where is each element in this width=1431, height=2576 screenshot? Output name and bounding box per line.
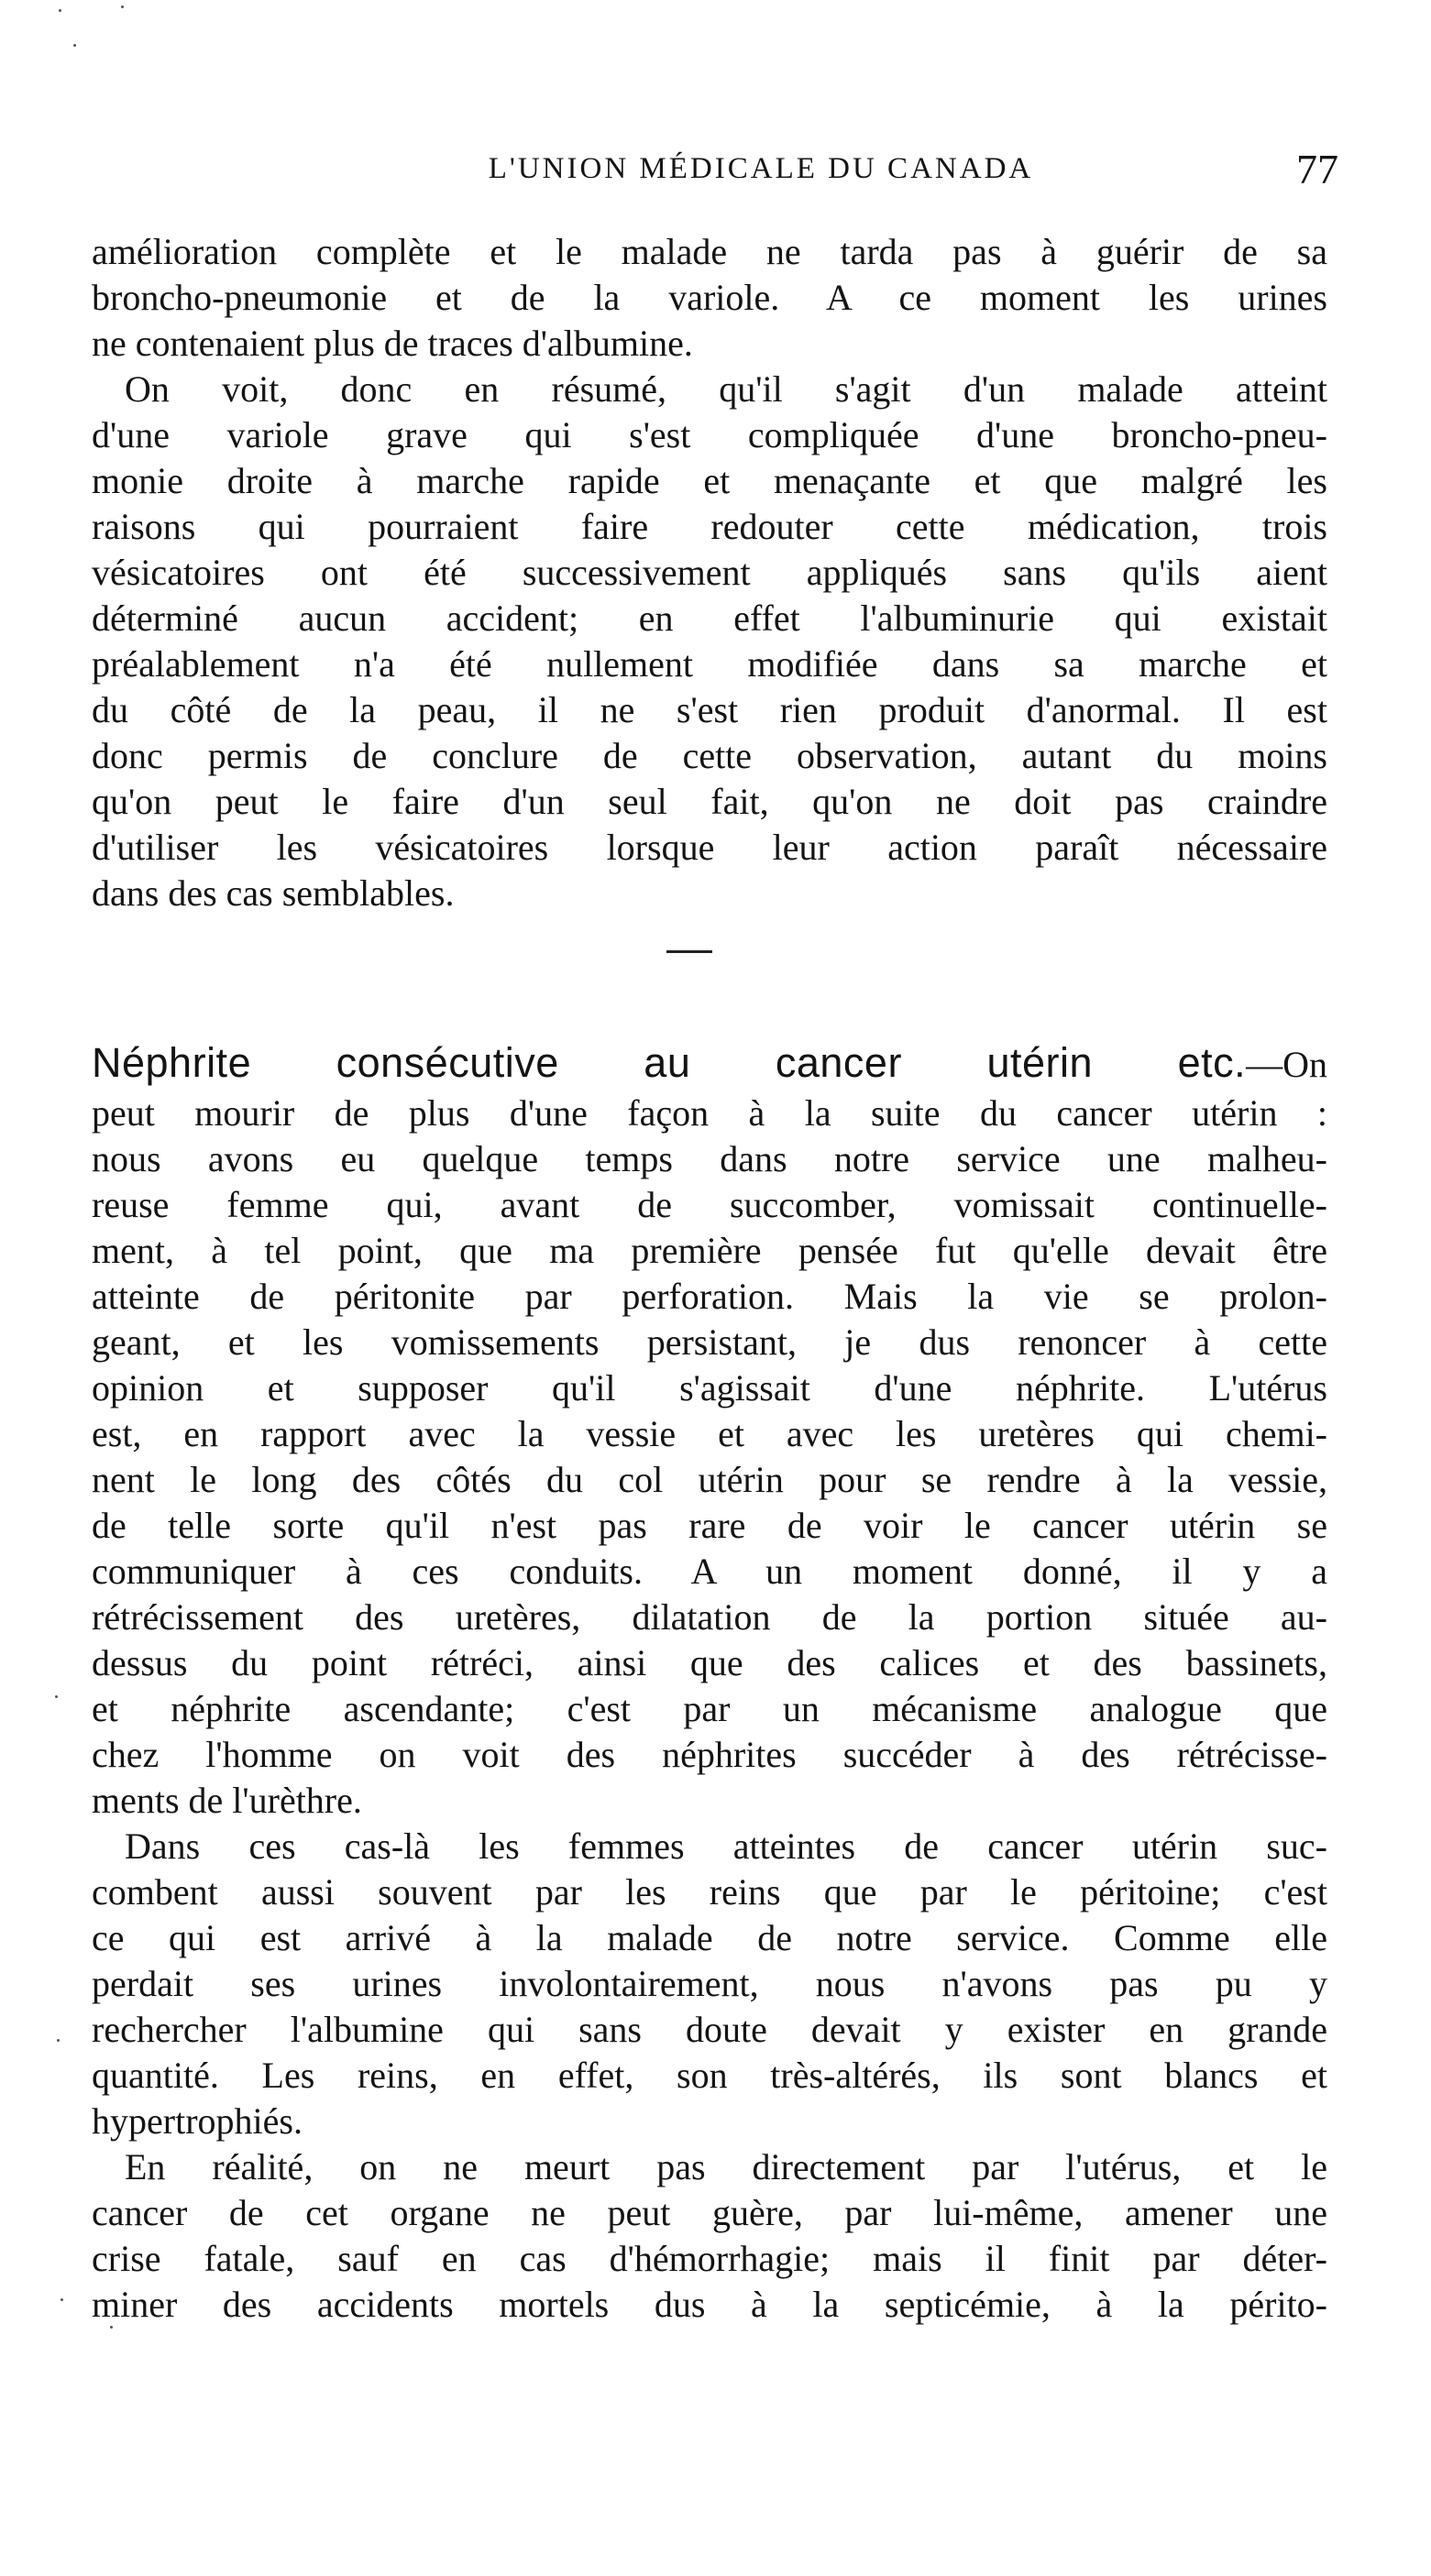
text-line: En réalité, on ne meurt pas directement par l'utérus, et le (125, 2146, 1327, 2187)
scan-speck (59, 9, 61, 12)
page-number: 77 (1296, 146, 1338, 192)
running-head (92, 145, 1338, 200)
scan-speck (57, 2039, 60, 2042)
text-line: broncho-pneumonie et de la variole. A ce moment les urines (92, 277, 1327, 318)
text-line: rétrécissement des uretères, dilatation de la portion située au- (92, 1596, 1327, 1638)
text-line: geant, et les vomissements persistant, je dus renoncer à cette (92, 1321, 1327, 1363)
text-line: cancer de cet organe ne peut guère, par lui-même, amener une (92, 2192, 1327, 2233)
running-title: L'UNION MÉDICALE DU CANADA (488, 152, 1034, 185)
text-line: donc permis de conclure de cette observation, autant du moins (92, 735, 1327, 776)
text-line: et néphrite ascendante; c'est par un mécanisme analogue que (92, 1688, 1327, 1729)
text-line: combent aussi souvent par les reins que par le péritoine; c'est (92, 1871, 1327, 1913)
text-line: dans des cas semblables. (92, 872, 455, 914)
text-line: préalablement n'a été nullement modifiée dans sa marche et (92, 643, 1327, 685)
text-line: de telle sorte qu'il n'est pas rare de voir le cancer utérin se (92, 1505, 1327, 1546)
text-line: déterminé aucun accident; en effet l'albuminurie qui existait (92, 597, 1327, 639)
text-line: communiquer à ces conduits. A un moment donné, il y a (92, 1551, 1327, 1592)
text-line: monie droite à marche rapide et menaçante et que malgré les (92, 460, 1327, 501)
scan-speck (55, 1695, 58, 1698)
section-heading-line (92, 1036, 1327, 1091)
text-line: vésicatoires ont été successivement appliqués sans qu'ils aient (92, 552, 1327, 593)
text-line: du côté de la peau, il ne s'est rien produit d'anormal. Il est (92, 689, 1327, 730)
text-line: atteinte de péritonite par perforation. Mais la vie se prolon- (92, 1276, 1327, 1317)
paragraph-block-vesicatoires (92, 229, 1327, 916)
text-line: perdait ses urines involontairement, nous n'avons pas pu y (92, 1963, 1327, 2004)
scan-speck (73, 44, 76, 47)
scan-speck (110, 2326, 113, 2329)
text-line: crise fatale, sauf en cas d'hémorrhagie; mais il finit par déter- (92, 2238, 1327, 2279)
text-line: nous avons eu quelque temps dans notre service une malheu- (92, 1138, 1327, 1179)
text-line: dessus du point rétréci, ainsi que des calices et des bassinets, (92, 1642, 1327, 1683)
text-line: ment, à tel point, que ma première pensée fut qu'elle devait être (92, 1230, 1327, 1271)
text-line: peut mourir de plus d'une façon à la suite du cancer utérin : (92, 1092, 1327, 1134)
text-line: est, en rapport avec la vessie et avec les uretères qui chemi- (92, 1413, 1327, 1454)
text-line: reuse femme qui, avant de succomber, vomissait continuelle- (92, 1184, 1327, 1225)
text-line: Dans ces cas-là les femmes atteintes de cancer utérin suc- (125, 1825, 1327, 1867)
text-line: nent le long des côtés du col utérin pour se rendre à la vessie, (92, 1459, 1327, 1500)
text-line: On voit, donc en résumé, qu'il s'agit d'un malade atteint (125, 368, 1327, 410)
text-line: ne contenaient plus de traces d'albumine. (92, 323, 693, 364)
text-line: miner des accidents mortels dus à la septicémie, à la périto- (92, 2284, 1327, 2325)
heading-tail: —On (1246, 1044, 1327, 1085)
section-nephrite (92, 1036, 1327, 2328)
text-line: ce qui est arrivé à la malade de notre service. Comme elle (92, 1917, 1327, 1958)
text-line: hypertrophiés. (92, 2100, 303, 2142)
section-heading: Néphrite consécutive au cancer utérin etc. (92, 1039, 1247, 1086)
text-line: quantité. Les reins, en effet, son très-altérés, ils sont blancs et (92, 2055, 1327, 2096)
text-line: ments de l'urèthre. (92, 1780, 362, 1821)
text-line: d'une variole grave qui s'est compliquée d'une broncho-pneu- (92, 414, 1327, 455)
text-line: qu'on peut le faire d'un seul fait, qu'on ne doit pas craindre (92, 781, 1327, 822)
scan-speck (121, 5, 124, 8)
section-divider (666, 950, 712, 953)
text-line: raisons qui pourraient faire redouter cette médication, trois (92, 506, 1327, 547)
text-line: amélioration complète et le malade ne tarda pas à guérir de sa (92, 231, 1327, 272)
text-line: chez l'homme on voit des néphrites succéder à des rétrécisse- (92, 1734, 1327, 1775)
text-line: opinion et supposer qu'il s'agissait d'une néphrite. L'utérus (92, 1367, 1327, 1409)
text-line: rechercher l'albumine qui sans doute devait y exister en grande (92, 2009, 1327, 2050)
text-line: d'utiliser les vésicatoires lorsque leur action paraît nécessaire (92, 827, 1327, 868)
scan-speck (61, 2298, 63, 2301)
